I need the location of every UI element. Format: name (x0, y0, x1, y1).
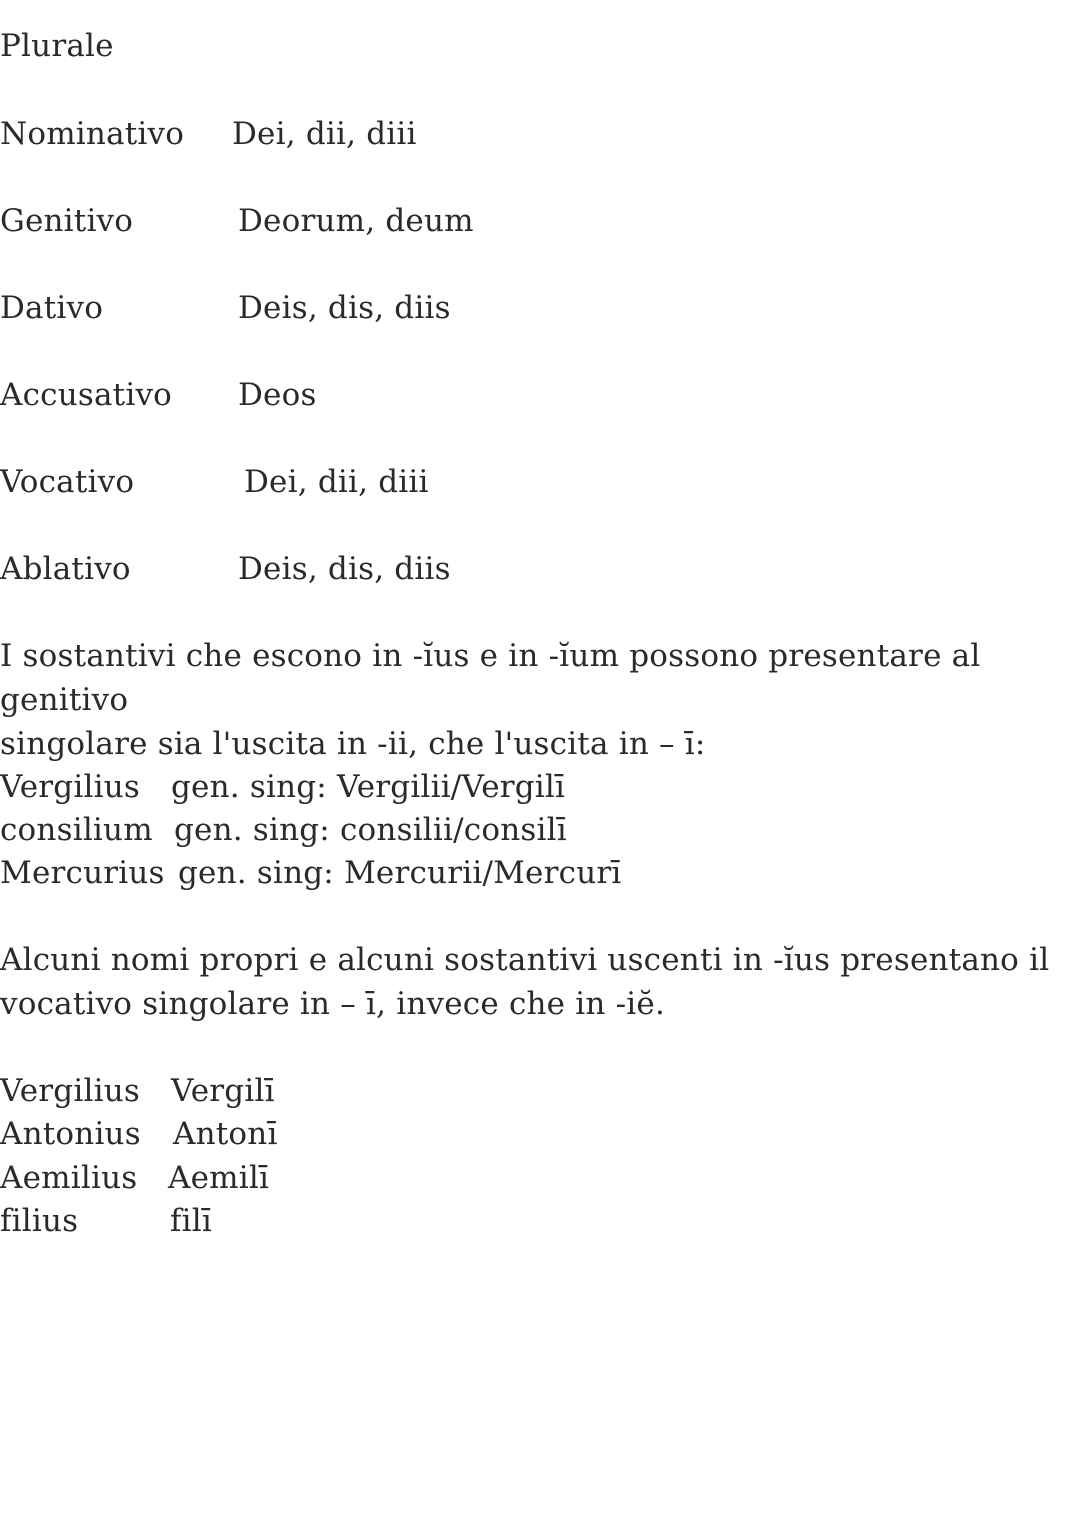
declension-row (0, 112, 417, 156)
declension-row (0, 199, 474, 243)
case-label: Ablativo (0, 551, 131, 587)
example-word: Mercurius (0, 855, 165, 891)
case-form: Deos (238, 377, 317, 413)
example-row (0, 1112, 278, 1156)
paragraph-line: singolare sia l'uscita in -ii, che l'uscita in – ī: (0, 726, 706, 762)
case-form: Dei, dii, diii (232, 116, 417, 152)
example-form: gen. sing: Vergilii/Vergilī (171, 769, 566, 805)
example-word: consilium (0, 812, 153, 848)
case-label: Accusativo (0, 377, 173, 413)
case-form: Deis, dis, diis (238, 551, 451, 587)
declension-row (0, 373, 317, 417)
example-row (0, 1069, 275, 1113)
genitive-rule-paragraph (0, 634, 1075, 766)
case-label: Dativo (0, 290, 104, 326)
case-form: Dei, dii, diii (244, 464, 429, 500)
paragraph-line: vocativo singolare in – ī, invece che in -iĕ. (0, 986, 665, 1022)
example-row (0, 851, 622, 895)
example-form: Antonī (173, 1116, 278, 1152)
vocative-rule-paragraph (0, 938, 1075, 1026)
example-word: Vergilius (0, 769, 140, 805)
case-label: Genitivo (0, 203, 134, 239)
example-form: filī (170, 1203, 213, 1239)
example-word: Antonius (0, 1116, 141, 1152)
case-label: Vocativo (0, 464, 135, 500)
paragraph-line: Alcuni nomi propri e alcuni sostantivi uscenti in -ĭus presentano il (0, 942, 1050, 978)
example-row (0, 765, 566, 809)
example-word: Vergilius (0, 1073, 140, 1109)
example-row (0, 808, 567, 852)
example-form: Aemilī (168, 1160, 270, 1196)
section-title: Plurale (0, 28, 114, 64)
case-label: Nominativo (0, 116, 185, 152)
example-row (0, 1199, 213, 1243)
declension-row (0, 286, 451, 330)
case-form: Deis, dis, diis (238, 290, 451, 326)
example-form: gen. sing: consilii/consilī (174, 812, 567, 848)
case-form: Deorum, deum (238, 203, 474, 239)
example-form: gen. sing: Mercurii/Mercurī (178, 855, 622, 891)
declension-row (0, 460, 429, 504)
paragraph-line: I sostantivi che escono in -ĭus e in -ĭum possono presentare al genitivo (0, 638, 981, 718)
example-word: Aemilius (0, 1160, 138, 1196)
example-word: filius (0, 1203, 79, 1239)
declension-row (0, 547, 451, 591)
example-row (0, 1156, 270, 1200)
example-form: Vergilī (171, 1073, 275, 1109)
